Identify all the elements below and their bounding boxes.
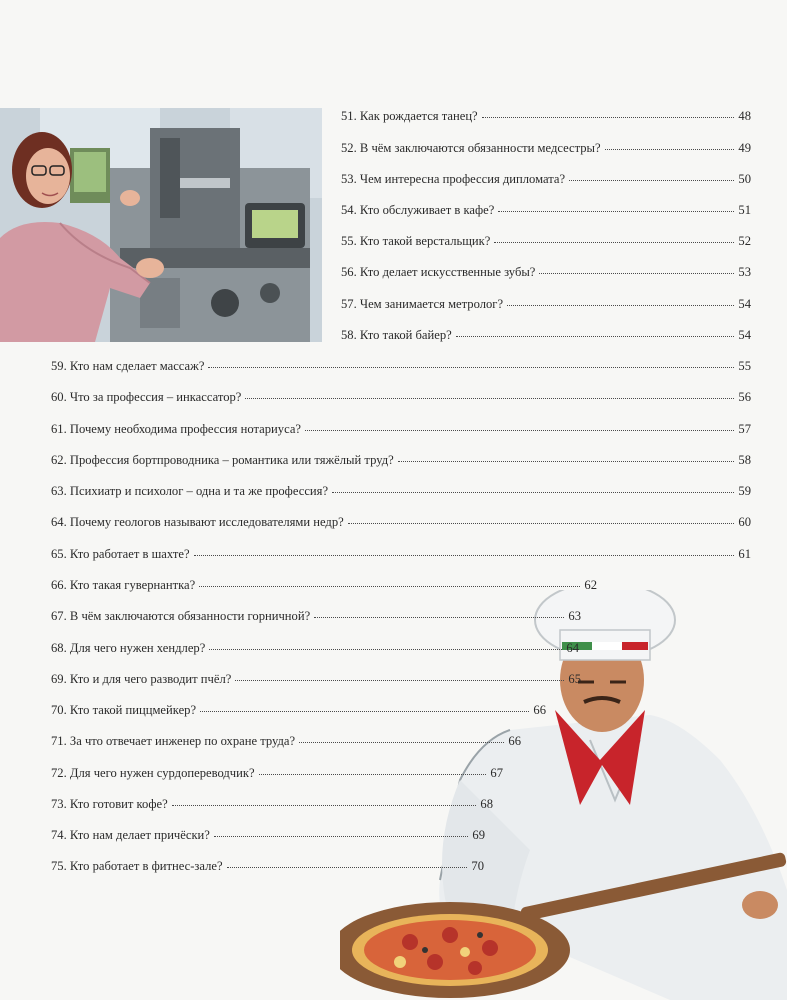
leader-dots	[398, 460, 735, 462]
toc-entry[interactable]: 60. Что за профессия – инкассатор? 56	[51, 390, 751, 404]
toc-entry[interactable]: 70. Кто такой пиццмейкер? 66	[51, 703, 546, 717]
toc-entry[interactable]: 74. Кто нам делает причёски? 69	[51, 828, 485, 842]
leader-dots	[539, 272, 734, 274]
leader-dots	[299, 741, 504, 743]
toc-entry[interactable]: 55. Кто такой верстальщик? 52	[341, 234, 751, 248]
toc-entry[interactable]: 58. Кто такой байер? 54	[341, 328, 751, 342]
leader-dots	[498, 210, 734, 212]
toc-entry[interactable]: 51. Как рождается танец? 48	[341, 109, 751, 123]
toc-entry[interactable]: 63. Психиатр и психолог – одна и та же профессия? 59	[51, 484, 751, 498]
toc-entry[interactable]: 68. Для чего нужен хендлер? 64	[51, 641, 579, 655]
toc-entry[interactable]: 64. Почему геологов называют исследователями недр? 60	[51, 515, 751, 529]
leader-dots	[494, 241, 734, 243]
leader-dots	[235, 679, 564, 681]
leader-dots	[200, 710, 529, 712]
leader-dots	[172, 804, 477, 806]
toc-entry[interactable]: 52. В чём заключаются обязанности медсестры? 49	[341, 141, 751, 155]
toc-entry[interactable]: 66. Кто такая гувернантка? 62	[51, 578, 597, 592]
leader-dots	[332, 491, 734, 493]
toc-entry[interactable]: 56. Кто делает искусственные зубы? 53	[341, 265, 751, 279]
leader-dots	[208, 366, 734, 368]
toc-entry[interactable]: 62. Профессия бортпроводника – романтика или тяжёлый труд? 58	[51, 453, 751, 467]
leader-dots	[214, 835, 469, 837]
leader-dots	[199, 585, 580, 587]
leader-dots	[456, 335, 735, 337]
leader-dots	[482, 116, 735, 118]
toc-entry[interactable]: 53. Чем интересна профессия дипломата? 50	[341, 172, 751, 186]
leader-dots	[507, 304, 734, 306]
toc-entry[interactable]: 72. Для чего нужен сурдопереводчик? 67	[51, 766, 503, 780]
leader-dots	[605, 148, 735, 150]
toc-entry[interactable]: 57. Чем занимается метролог? 54	[341, 297, 751, 311]
toc-entry[interactable]: 54. Кто обслуживает в кафе? 51	[341, 203, 751, 217]
leader-dots	[314, 616, 564, 618]
leader-dots	[227, 866, 468, 868]
leader-dots	[259, 773, 487, 775]
toc-entry[interactable]: 65. Кто работает в шахте? 61	[51, 547, 751, 561]
leader-dots	[245, 397, 734, 399]
leader-dots	[194, 554, 735, 556]
leader-dots	[569, 179, 734, 181]
toc-entry[interactable]: 67. В чём заключаются обязанности горничной? 63	[51, 609, 581, 623]
leader-dots	[348, 522, 735, 524]
toc-entry[interactable]: 59. Кто нам сделает массаж? 55	[51, 359, 751, 373]
toc-entry[interactable]: 71. За что отвечает инженер по охране труда? 66	[51, 734, 521, 748]
toc-entry[interactable]: 75. Кто работает в фитнес-зале? 70	[51, 859, 484, 873]
toc-entry[interactable]: 61. Почему необходима профессия нотариуса? 57	[51, 422, 751, 436]
leader-dots	[305, 429, 734, 431]
leader-dots	[209, 648, 562, 650]
toc-entry[interactable]: 69. Кто и для чего разводит пчёл? 65	[51, 672, 581, 686]
toc-entry[interactable]: 73. Кто готовит кофе? 68	[51, 797, 493, 811]
